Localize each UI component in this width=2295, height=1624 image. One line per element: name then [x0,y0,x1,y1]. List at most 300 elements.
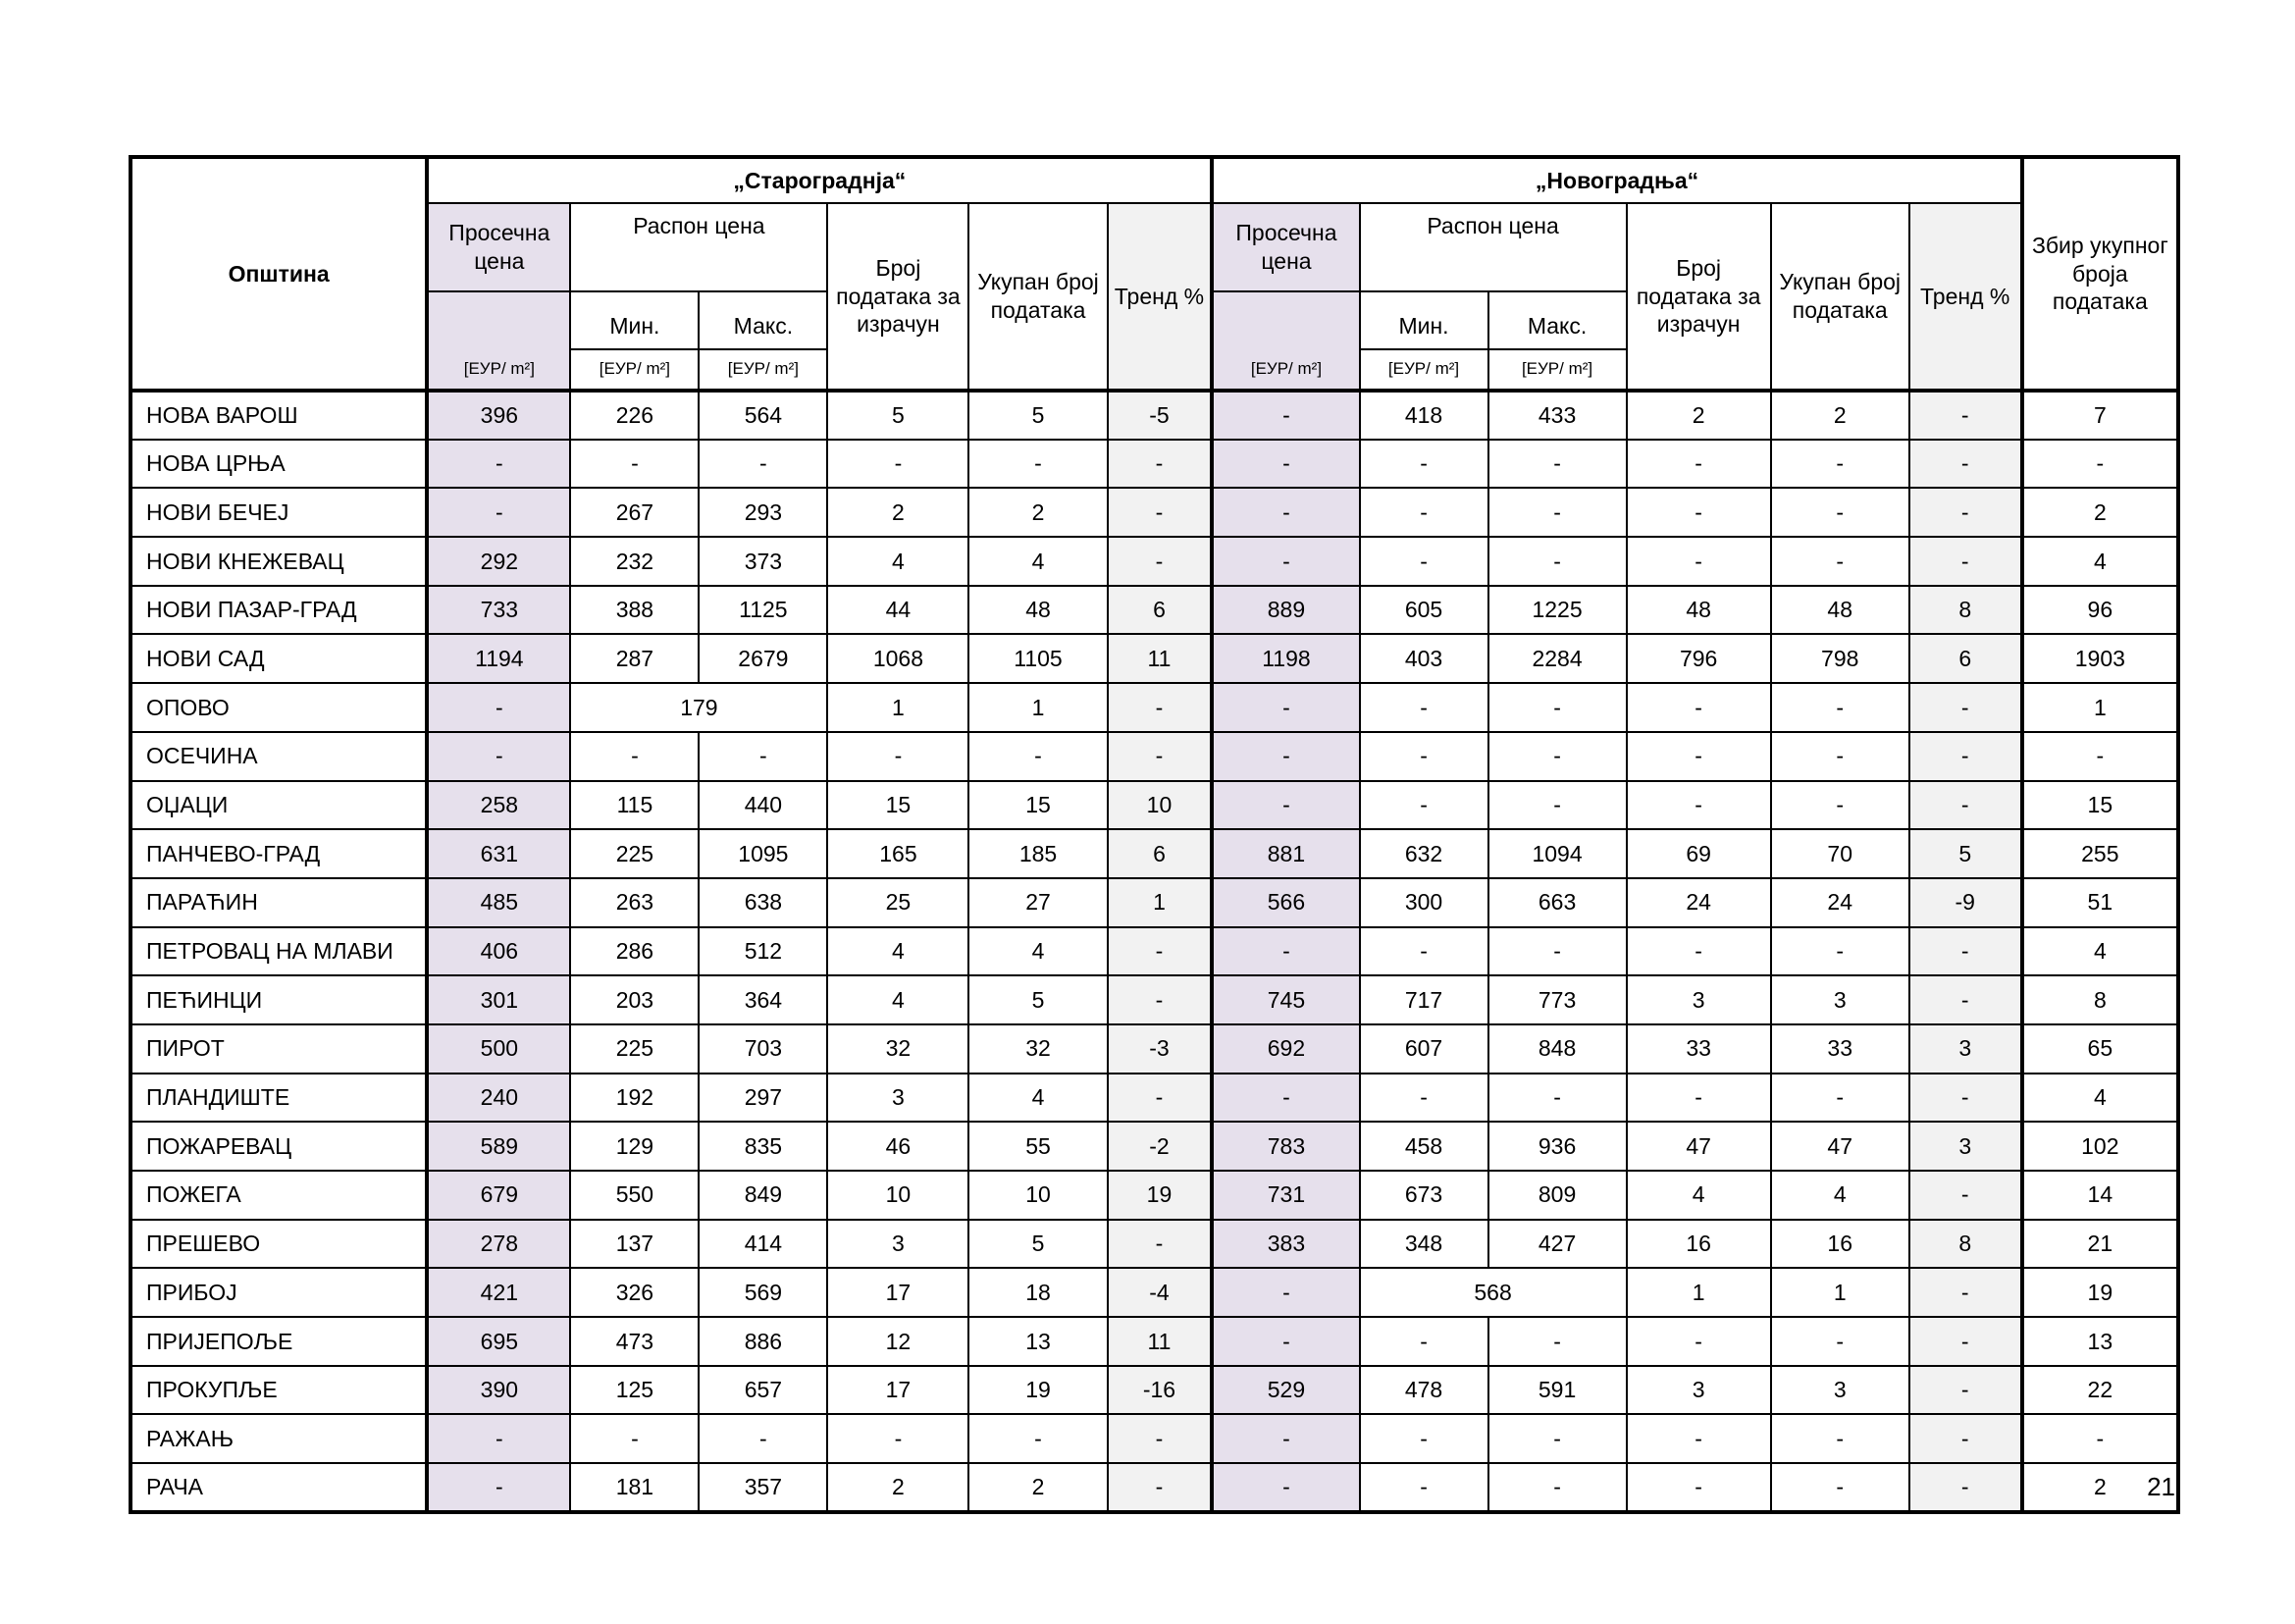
old-avg-price: 1194 [427,634,570,683]
new-min-price: - [1360,781,1488,830]
new-max-price: - [1488,1414,1627,1463]
old-avg-price: 292 [427,537,570,586]
old-max-price: 886 [699,1317,827,1366]
old-trend: - [1108,927,1213,976]
new-avg-price: 889 [1212,586,1359,635]
sum-total: - [2022,732,2178,781]
old-min-price: 203 [570,975,699,1024]
new-avg-price: 1198 [1212,634,1359,683]
old-max-price: 1095 [699,829,827,878]
old-max-price: 657 [699,1366,827,1415]
new-total-count: - [1771,1074,1909,1123]
municipality-name: ПЕТРОВАЦ НА МЛАВИ [130,927,427,976]
sum-total: 1903 [2022,634,2178,683]
column-header-new-count-calc: Број података за израчун [1627,203,1771,391]
new-trend: - [1909,1366,2022,1415]
municipality-name: ПОЖАРЕВАЦ [130,1122,427,1171]
new-min-price: - [1360,440,1488,489]
table-row [130,1171,2178,1220]
page-number: 21 [2147,1472,2175,1501]
old-count-calc: 5 [827,391,968,440]
old-min-price: 267 [570,488,699,537]
new-max-price: - [1488,1463,1627,1512]
new-count-calc: - [1627,732,1771,781]
old-total-count: 4 [968,927,1107,976]
municipality-name: ПРИБОЈ [130,1268,427,1317]
sum-total: 15 [2022,781,2178,830]
new-min-price: 418 [1360,391,1488,440]
sum-total: 2 [2022,1463,2178,1512]
old-min-price: 232 [570,537,699,586]
old-min-price: 192 [570,1074,699,1123]
new-trend: -9 [1909,878,2022,927]
old-trend: - [1108,440,1213,489]
old-min-price: - [570,440,699,489]
old-min-price: - [570,1414,699,1463]
sum-total: 2 [2022,488,2178,537]
sum-total: 102 [2022,1122,2178,1171]
old-total-count: 2 [968,1463,1107,1512]
old-trend: - [1108,537,1213,586]
column-header-old-avg-price: Просечна цена [427,203,570,291]
new-total-count: - [1771,1317,1909,1366]
unit-text: [ЕУР/ m²] [1521,358,1593,378]
table-row [130,829,2178,878]
old-min-price: 388 [570,586,699,635]
unit-label: [ЕУР/ m²] [1212,291,1359,391]
old-min-price: 226 [570,391,699,440]
new-trend: 8 [1909,1220,2022,1269]
old-max-price: - [699,732,827,781]
old-total-count: 13 [968,1317,1107,1366]
new-count-calc: - [1627,488,1771,537]
old-trend: -4 [1108,1268,1213,1317]
old-total-count: 19 [968,1366,1107,1415]
unit-label [570,291,699,391]
old-total-count: - [968,440,1107,489]
old-count-calc: - [827,1414,968,1463]
new-avg-price: 881 [1212,829,1359,878]
new-total-count: 2 [1771,391,1909,440]
new-trend: - [1909,391,2022,440]
new-min-price: - [1360,537,1488,586]
old-avg-price: 589 [427,1122,570,1171]
old-min-price: 125 [570,1366,699,1415]
sum-total: 7 [2022,391,2178,440]
new-trend: - [1909,683,2022,732]
new-min-price: - [1360,732,1488,781]
new-count-calc: 3 [1627,975,1771,1024]
old-max-price: 835 [699,1122,827,1171]
new-trend: 3 [1909,1024,2022,1074]
unit-text: [ЕУР/ m²] [1387,358,1460,378]
table-row [130,1220,2178,1269]
new-avg-price: - [1212,1074,1359,1123]
table-row [130,1074,2178,1123]
new-total-count: 47 [1771,1122,1909,1171]
new-min-price: - [1360,1414,1488,1463]
max-label: Макс. [1489,306,1626,350]
old-avg-price: - [427,732,570,781]
old-max-price: 364 [699,975,827,1024]
new-trend: - [1909,1074,2022,1123]
old-min-price: 550 [570,1171,699,1220]
new-max-price: - [1488,488,1627,537]
old-max-price: 564 [699,391,827,440]
old-total-count: 1105 [968,634,1107,683]
new-trend: 3 [1909,1122,2022,1171]
old-max-price: 414 [699,1220,827,1269]
new-count-calc: - [1627,683,1771,732]
min-label: Мин. [1361,306,1487,350]
min-label: Мин. [571,306,698,350]
new-total-count: - [1771,927,1909,976]
new-avg-price: 383 [1212,1220,1359,1269]
new-avg-price: - [1212,391,1359,440]
new-trend: - [1909,488,2022,537]
new-avg-price: - [1212,1414,1359,1463]
municipality-name: НОВИ БЕЧЕЈ [130,488,427,537]
old-trend: - [1108,1463,1213,1512]
new-min-price: - [1360,1317,1488,1366]
table-row [130,878,2178,927]
new-max-price: - [1488,440,1627,489]
old-total-count: - [968,1414,1107,1463]
old-max-price: - [699,440,827,489]
new-count-calc: - [1627,781,1771,830]
old-count-calc: 15 [827,781,968,830]
new-max-price: - [1488,1074,1627,1123]
new-avg-price: 745 [1212,975,1359,1024]
old-avg-price: - [427,683,570,732]
old-count-calc: 25 [827,878,968,927]
old-min-price: 129 [570,1122,699,1171]
old-max-price: 1125 [699,586,827,635]
old-total-count: - [968,732,1107,781]
municipality-name: НОВИ САД [130,634,427,683]
old-avg-price: - [427,1414,570,1463]
new-count-calc: 3 [1627,1366,1771,1415]
old-avg-price: - [427,1463,570,1512]
old-trend: - [1108,732,1213,781]
new-trend: - [1909,440,2022,489]
old-min-price: 225 [570,829,699,878]
sum-total: 4 [2022,1074,2178,1123]
new-max-price: 433 [1488,391,1627,440]
new-avg-price: 692 [1212,1024,1359,1074]
column-header-new-total-count: Укупан број података [1771,203,1909,391]
old-total-count: 18 [968,1268,1107,1317]
old-count-calc: 46 [827,1122,968,1171]
sum-total: - [2022,440,2178,489]
municipality-name: РАЧА [130,1463,427,1512]
municipality-name: ПЛАНДИШТЕ [130,1074,427,1123]
old-max-price: 357 [699,1463,827,1512]
old-min-price: 286 [570,927,699,976]
unit-text: [ЕУР/ m²] [727,358,799,378]
old-total-count: 2 [968,488,1107,537]
unit-label [1488,291,1627,391]
new-avg-price: 783 [1212,1122,1359,1171]
old-max-price: 297 [699,1074,827,1123]
sum-total: 4 [2022,537,2178,586]
table-row [130,1463,2178,1512]
new-trend: - [1909,537,2022,586]
new-min-price: - [1360,927,1488,976]
old-avg-price: - [427,440,570,489]
municipality-name: НОВИ КНЕЖЕВАЦ [130,537,427,586]
old-total-count: 5 [968,975,1107,1024]
new-min-price: - [1360,488,1488,537]
new-count-calc: 69 [1627,829,1771,878]
old-avg-price: - [427,488,570,537]
new-avg-price: - [1212,781,1359,830]
old-trend: - [1108,1220,1213,1269]
new-count-calc: - [1627,440,1771,489]
sum-total: - [2022,1414,2178,1463]
old-count-calc: 17 [827,1268,968,1317]
old-count-calc: 12 [827,1317,968,1366]
new-count-calc: - [1627,927,1771,976]
group-header-new: „Новоградња“ [1212,157,2021,203]
new-total-count: 24 [1771,878,1909,927]
old-min-price: - [570,732,699,781]
table-row [130,1414,2178,1463]
table-row [130,1366,2178,1415]
new-total-count: 48 [1771,586,1909,635]
old-avg-price: 396 [427,391,570,440]
new-total-count: 70 [1771,829,1909,878]
table-row [130,391,2178,440]
new-trend: - [1909,1268,2022,1317]
old-trend: -3 [1108,1024,1213,1074]
new-total-count: - [1771,1414,1909,1463]
table-row [130,1317,2178,1366]
new-max-price: 1225 [1488,586,1627,635]
table-row [130,586,2178,635]
new-total-count: - [1771,781,1909,830]
municipality-name: ПЕЋИНЦИ [130,975,427,1024]
old-count-calc: - [827,732,968,781]
price-table-container [129,155,2180,1514]
new-max-price: - [1488,781,1627,830]
table-row [130,1024,2178,1074]
unit-text: [ЕУР/ m²] [599,358,670,378]
new-avg-price: - [1212,440,1359,489]
table-row [130,1122,2178,1171]
sum-total: 96 [2022,586,2178,635]
old-max-price: 2679 [699,634,827,683]
municipality-name: РАЖАЊ [130,1414,427,1463]
new-avg-price: - [1212,1268,1359,1317]
old-total-count: 27 [968,878,1107,927]
new-count-calc: 796 [1627,634,1771,683]
new-trend: - [1909,1317,2022,1366]
old-count-calc: 4 [827,975,968,1024]
unit-label [1360,291,1488,391]
new-max-price: - [1488,1317,1627,1366]
new-avg-price: - [1212,683,1359,732]
old-min-price: 287 [570,634,699,683]
new-count-calc: - [1627,1317,1771,1366]
new-total-count: 16 [1771,1220,1909,1269]
column-header-new-trend: Тренд % [1909,203,2022,391]
new-count-calc: 33 [1627,1024,1771,1074]
old-total-count: 4 [968,537,1107,586]
new-min-price: 458 [1360,1122,1488,1171]
sum-total: 51 [2022,878,2178,927]
old-avg-price: 679 [427,1171,570,1220]
sum-total: 19 [2022,1268,2178,1317]
municipality-name: ОСЕЧИНА [130,732,427,781]
old-price-range: 179 [570,683,827,732]
new-max-price: 936 [1488,1122,1627,1171]
new-count-calc: 4 [1627,1171,1771,1220]
old-total-count: 5 [968,391,1107,440]
new-trend: 5 [1909,829,2022,878]
sum-total: 14 [2022,1171,2178,1220]
new-min-price: - [1360,683,1488,732]
sum-total: 255 [2022,829,2178,878]
new-count-calc: - [1627,1074,1771,1123]
new-avg-price: - [1212,1317,1359,1366]
new-min-price: 348 [1360,1220,1488,1269]
old-count-calc: 2 [827,488,968,537]
new-trend: - [1909,975,2022,1024]
new-total-count: - [1771,440,1909,489]
new-min-price: 300 [1360,878,1488,927]
old-avg-price: 500 [427,1024,570,1074]
new-avg-price: - [1212,537,1359,586]
municipality-name: ПАРАЋИН [130,878,427,927]
new-trend: - [1909,732,2022,781]
new-trend: - [1909,781,2022,830]
new-avg-price: - [1212,1463,1359,1512]
new-min-price: 605 [1360,586,1488,635]
old-trend: - [1108,683,1213,732]
new-max-price: 1094 [1488,829,1627,878]
table-row [130,488,2178,537]
sum-total: 4 [2022,927,2178,976]
old-trend: 19 [1108,1171,1213,1220]
old-avg-price: 406 [427,927,570,976]
column-header-sum-total: Збир укупног броја података [2022,157,2178,391]
municipality-name: НОВИ ПАЗАР-ГРАД [130,586,427,635]
new-total-count: - [1771,537,1909,586]
old-trend: -2 [1108,1122,1213,1171]
new-total-count: - [1771,683,1909,732]
old-max-price: 293 [699,488,827,537]
new-avg-price: - [1212,927,1359,976]
old-trend: -16 [1108,1366,1213,1415]
old-avg-price: 733 [427,586,570,635]
new-total-count: 1 [1771,1268,1909,1317]
old-min-price: 225 [570,1024,699,1074]
old-total-count: 32 [968,1024,1107,1074]
old-count-calc: 2 [827,1463,968,1512]
new-count-calc: - [1627,1414,1771,1463]
old-count-calc: 4 [827,537,968,586]
municipality-name: НОВА ЦРЊА [130,440,427,489]
new-max-price: 809 [1488,1171,1627,1220]
old-avg-price: 631 [427,829,570,878]
new-total-count: 4 [1771,1171,1909,1220]
old-avg-price: 421 [427,1268,570,1317]
municipality-name: ПРЕШЕВО [130,1220,427,1269]
group-header-old: „Старограднја“ [427,157,1212,203]
old-trend: 10 [1108,781,1213,830]
new-min-price: 607 [1360,1024,1488,1074]
old-total-count: 48 [968,586,1107,635]
column-header-old-total-count: Укупан број података [968,203,1107,391]
old-trend: - [1108,975,1213,1024]
sum-total: 1 [2022,683,2178,732]
old-total-count: 15 [968,781,1107,830]
new-total-count: - [1771,488,1909,537]
new-max-price: 663 [1488,878,1627,927]
old-avg-price: 240 [427,1074,570,1123]
new-trend: 8 [1909,586,2022,635]
old-trend: - [1108,1074,1213,1123]
new-max-price: - [1488,732,1627,781]
unit-label: [ЕУР/ m²] [427,291,570,391]
table-row [130,440,2178,489]
new-max-price: 773 [1488,975,1627,1024]
old-count-calc: 4 [827,927,968,976]
old-count-calc: 10 [827,1171,968,1220]
old-min-price: 115 [570,781,699,830]
old-max-price: 849 [699,1171,827,1220]
new-avg-price: 566 [1212,878,1359,927]
new-trend: - [1909,1414,2022,1463]
table-row [130,1268,2178,1317]
old-trend: -5 [1108,391,1213,440]
new-total-count: - [1771,732,1909,781]
unit-label [699,291,827,391]
municipality-name: ОПОВО [130,683,427,732]
old-trend: 1 [1108,878,1213,927]
new-max-price: 591 [1488,1366,1627,1415]
new-trend: - [1909,927,2022,976]
old-avg-price: 278 [427,1220,570,1269]
old-max-price: 440 [699,781,827,830]
new-count-calc: 24 [1627,878,1771,927]
new-count-calc: 1 [1627,1268,1771,1317]
old-count-calc: 1 [827,683,968,732]
new-max-price: - [1488,537,1627,586]
old-trend: 11 [1108,634,1213,683]
old-min-price: 473 [570,1317,699,1366]
new-count-calc: - [1627,1463,1771,1512]
new-max-price: 427 [1488,1220,1627,1269]
new-total-count: 798 [1771,634,1909,683]
table-row [130,927,2178,976]
old-count-calc: 165 [827,829,968,878]
new-price-range: 568 [1360,1268,1627,1317]
new-avg-price: 731 [1212,1171,1359,1220]
new-count-calc: 2 [1627,391,1771,440]
table-row [130,634,2178,683]
new-total-count: 3 [1771,975,1909,1024]
municipality-name: НОВА ВАРОШ [130,391,427,440]
old-max-price: 638 [699,878,827,927]
sum-total: 13 [2022,1317,2178,1366]
old-max-price: - [699,1414,827,1463]
new-min-price: - [1360,1463,1488,1512]
column-header-new-price-range: Распон цена [1360,203,1627,291]
new-trend: - [1909,1463,2022,1512]
table-row [130,683,2178,732]
